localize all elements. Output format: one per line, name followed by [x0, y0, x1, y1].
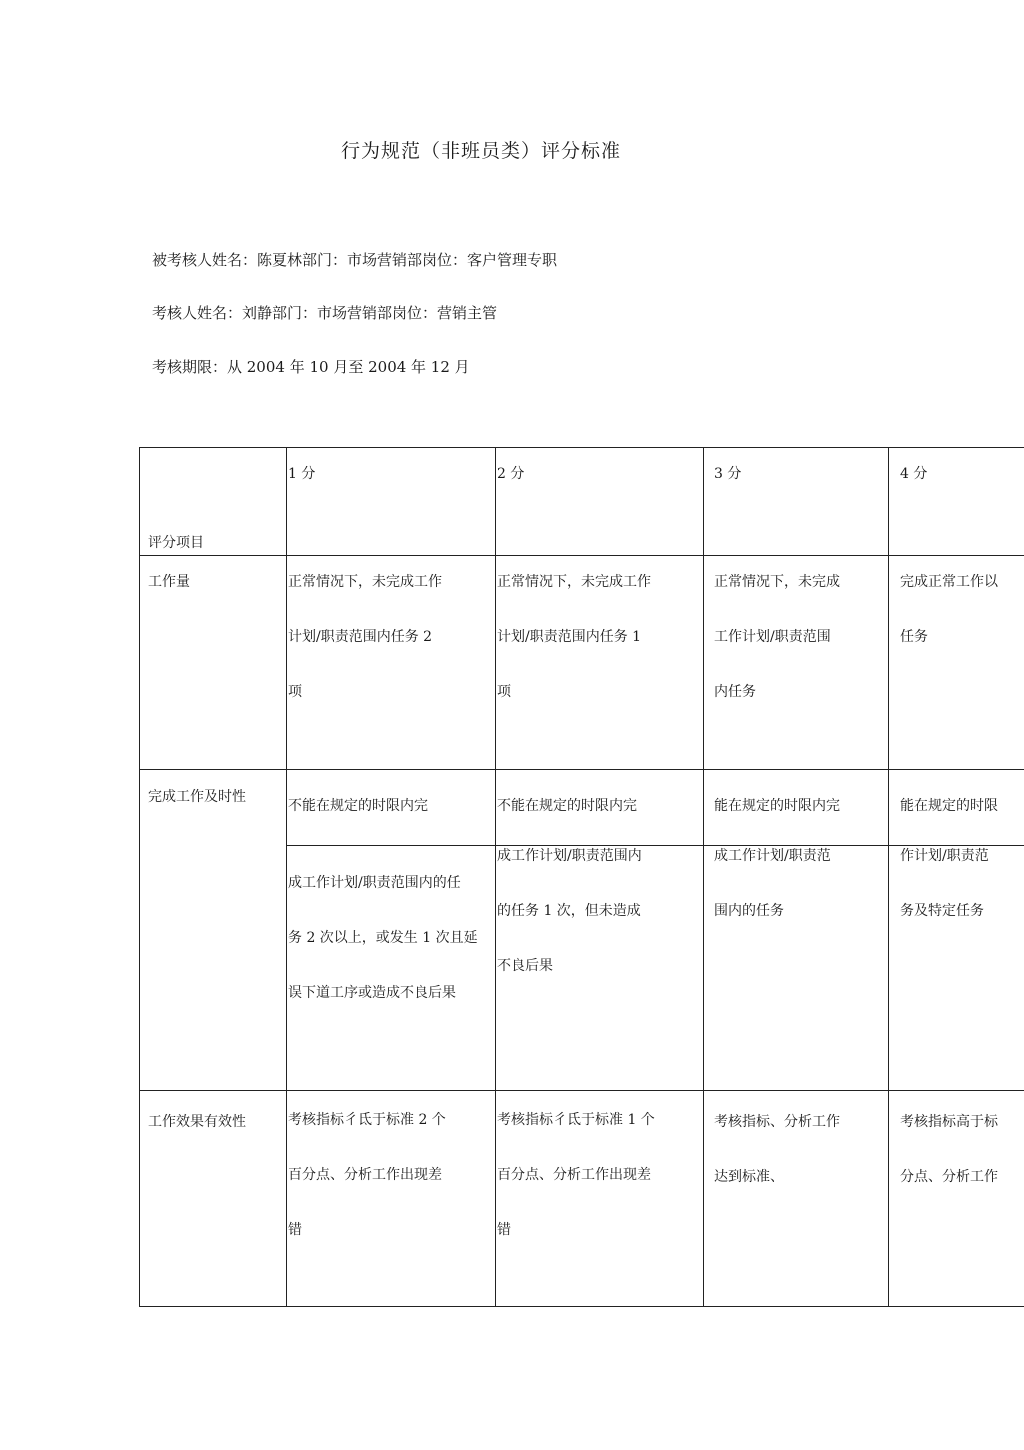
row-workload-score-4: 完成正常工作以 任务: [900, 574, 998, 645]
row-timeliness-score-2-top: 不能在规定的时限内完: [497, 798, 637, 814]
row-timeliness-score-1: 成工作计划/职责范围内的任 务 2 次以上，或发生 1 次且延 误下道工序或造成不良后果: [288, 875, 478, 1001]
row-timeliness-score-4-top: 能在规定的时限: [900, 798, 998, 814]
evaluator-info: 考核人姓名：刘静部门：市场营销部岗位：营销主管: [152, 304, 498, 322]
table-border-top: [139, 447, 1024, 448]
row-effectiveness-score-1: 考核指标彳氐于标准 2 个 百分点、分析工作出现差 错: [288, 1112, 446, 1238]
row-workload-score-3: 正常情况下，未完成 工作计划/职责范围 内任务: [714, 574, 840, 700]
row-timeliness-score-3: 成工作计划/职责范 围内的任务: [714, 848, 831, 919]
row-timeliness-score-3-top: 能在规定的时限内完: [714, 798, 840, 814]
row-workload-item: 工作量: [148, 574, 190, 590]
table-col-divider: [286, 447, 287, 1307]
table-col-divider: [703, 447, 704, 1307]
header-score-2: 2 分: [497, 466, 525, 482]
table-col-divider: [495, 447, 496, 1307]
row-workload-score-2: 正常情况下，未完成工作 计划/职责范围内任务 1 项: [497, 574, 651, 700]
row-timeliness-item: 完成工作及时性: [148, 789, 246, 805]
row-effectiveness-score-4: 考核指标高于标 分点、分析工作: [900, 1114, 998, 1185]
row-timeliness-score-2: 成工作计划/职责范围内 的任务 1 次，但未造成 不良后果: [497, 848, 642, 974]
document-title: 行为规范（非班员类）评分标准: [340, 140, 621, 162]
evaluation-period: 考核期限：从 2004 年 10 月至 2004 年 12 月: [152, 358, 470, 376]
evaluatee-info: 被考核人姓名：陈夏林部门：市场营销部岗位：客户管理专职: [152, 251, 558, 269]
row-workload-score-1: 正常情况下，未完成工作 计划/职责范围内任务 2 项: [288, 574, 442, 700]
header-item: 评分项目: [148, 535, 204, 551]
table-col-divider: [888, 447, 889, 1307]
row-effectiveness-item: 工作效果有效性: [148, 1114, 246, 1130]
row-effectiveness-score-3: 考核指标、分析工作 达到标准、: [714, 1114, 840, 1185]
header-score-3: 3 分: [714, 466, 742, 482]
row-effectiveness-score-2: 考核指标彳氐于标准 1 个 百分点、分析工作出现差 错: [497, 1112, 655, 1238]
row-timeliness-score-4: 作计划/职责范 务及特定任务: [900, 848, 989, 919]
table-row-divider: [139, 769, 1024, 770]
table-row-divider: [139, 1090, 1024, 1091]
header-score-1: 1 分: [288, 466, 316, 482]
row-timeliness-score-1-top: 不能在规定的时限内完: [288, 798, 428, 814]
header-score-4: 4 分: [900, 466, 928, 482]
table-border-bottom: [139, 1306, 1024, 1307]
table-border-left: [139, 447, 140, 1307]
